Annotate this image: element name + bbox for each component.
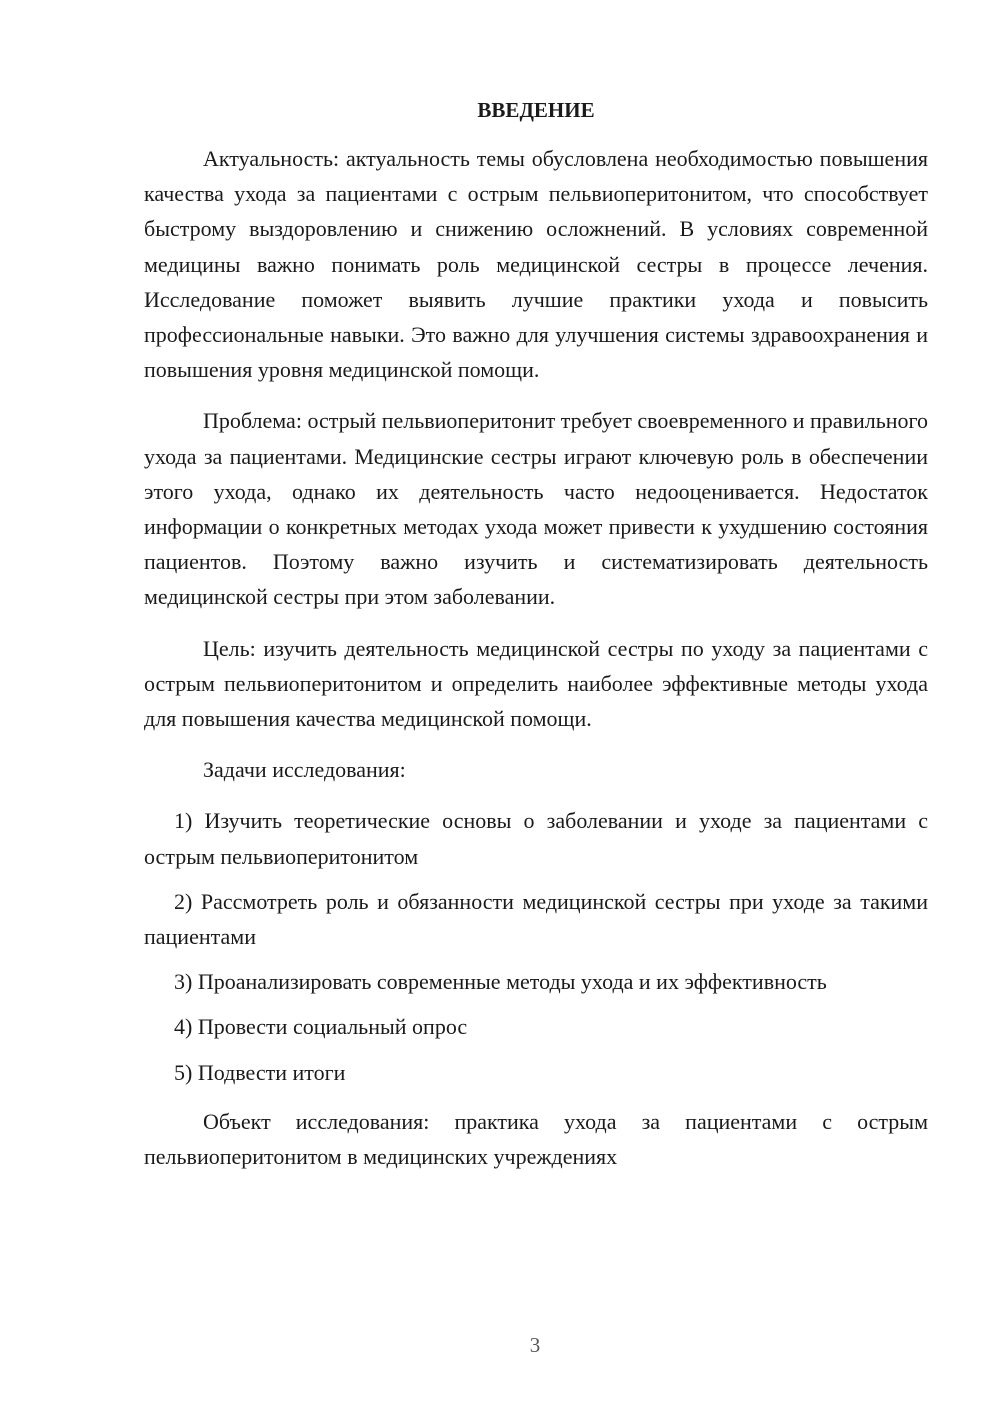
task-item-5: 5) Подвести итоги [174,1059,346,1085]
page-content [144,93,928,1174]
section-title: ВВЕДЕНИЕ [477,98,595,122]
paragraph-problem: Проблема: острый пельвиоперитонит требует своевременного и правильного ухода за пациентами. Медицинские сестры играют ключевую роль в обеспечении этого ухода, однако их деятельность часто недооценивается. Недостаток информации о конкретных методах ухода может привести к ухудшению состояния пациентов. Поэтому важно изучить и систематизировать деятельность медицинской сестры при этом заболевании. [144,408,928,610]
paragraph-object: Объект исследования: практика ухода за пациентами с острым пельвиоперитонитом в медицинских учреждениях [144,1108,928,1170]
task-item-4: 4) Провести социальный опрос [174,1014,468,1040]
tasks-heading: Задачи исследования: [203,757,406,783]
paragraph-relevance: Актуальность: актуальность темы обусловлена необходимостью повышения качества ухода за пациентами с острым пельвиоперитонитом, что способствует быстрому выздоровлению и снижению осложнений. В условиях современной медицины важно понимать роль медицинской сестры в процессе лечения. Исследование поможет выявить лучшие практики ухода и повысить профессиональные навыки. Это важно для улучшения системы здравоохранения и повышения уровня медицинской помощи. [144,146,928,383]
task-item-2: 2) Рассмотреть роль и обязанности медицинской сестры при уходе за такими пациентами [144,888,928,950]
paragraph-goal: Цель: изучить деятельность медицинской сестры по уходу за пациентами с острым пельвиоперитонитом и определить наиболее эффективные методы ухода для повышения качества медицинской помощи. [144,635,928,732]
task-item-3: 3) Проанализировать современные методы ухода и их эффективность [174,969,827,995]
page-number: 3 [529,1333,541,1357]
task-item-1: 1) Изучить теоретические основы о заболевании и уходе за пациентами с острым пельвиоперитонитом [144,808,928,869]
